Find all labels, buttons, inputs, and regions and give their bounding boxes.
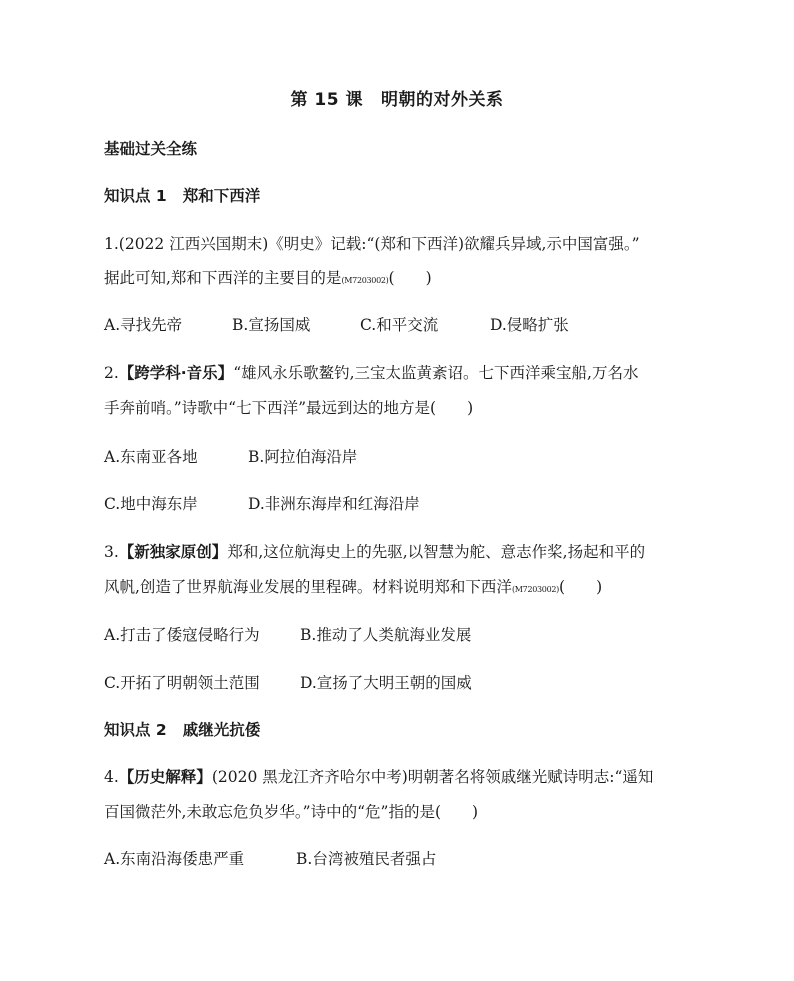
option-a[interactable]: A.寻找先帝 [104, 316, 183, 334]
knowledge-point-2 [104, 723, 260, 739]
question-2-text: “雄风永乐歌鳌钓,三宝太监黄紊诏。七下西洋乘宝船,万名水 [233, 364, 639, 382]
question-2-line-2: 手奔前哨。”诗歌中“七下西洋”最远到达的地方是( ) [104, 399, 474, 417]
option-a[interactable]: A.东南亚各地 [104, 448, 198, 466]
question-number: 3. [104, 543, 119, 561]
knowledge-point-label: 知识点 2 [104, 721, 167, 739]
option-a[interactable]: A.东南沿海倭患严重 [104, 850, 245, 868]
option-c[interactable]: C.和平交流 [360, 316, 439, 334]
question-2-line-1 [104, 366, 638, 382]
answer-blank: ( ) [559, 578, 603, 596]
question-3-text: 郑和,这位航海史上的先驱,以智慧为舵、意志作桨,扬起和平的 [227, 543, 646, 561]
option-d[interactable]: D.侵略扩张 [490, 316, 569, 334]
question-4-text: (2020 黑龙江齐齐哈尔中考)明朝著名将领戚继光赋诗明志:“遥知 [211, 768, 654, 786]
answer-blank: ( ) [388, 269, 432, 287]
knowledge-point-name: 郑和下西洋 [182, 187, 261, 205]
question-code: (M7203002) [511, 585, 560, 594]
option-a[interactable]: A.打击了倭寇侵略行为 [104, 626, 260, 644]
option-b[interactable]: B.宣扬国威 [232, 316, 311, 334]
section-heading: 基础过关全练 [104, 140, 198, 158]
question-1-text: 据此可知,郑和下西洋的主要目的是 [104, 269, 342, 287]
lesson-number: 第 15 课 [290, 90, 363, 110]
question-number: 4. [104, 768, 119, 786]
question-3-line-1 [104, 545, 645, 561]
option-c[interactable]: C.开拓了明朝领土范围 [104, 674, 260, 692]
question-3-text-cont: 风帆,创造了世界航海业发展的里程碑。材料说明郑和下西洋 [104, 578, 512, 596]
question-tag: 【新独家原创】 [118, 543, 228, 561]
knowledge-point-1 [104, 189, 260, 205]
question-number: 2. [104, 364, 119, 382]
question-4-line-2: 百国微茫外,未敢忘危负岁华。”诗中的“危”指的是( ) [104, 803, 479, 821]
option-b[interactable]: B.台湾被殖民者强占 [296, 850, 437, 868]
knowledge-point-label: 知识点 1 [104, 187, 167, 205]
option-b[interactable]: B.推动了人类航海业发展 [300, 626, 472, 644]
question-3-line-2 [104, 580, 602, 596]
lesson-topic: 明朝的对外关系 [381, 90, 504, 110]
question-1-line-1: 1.(2022 江西兴国期末)《明史》记载:“(郑和下西洋)欲耀兵异域,示中国富强。” [104, 235, 640, 253]
page-title [0, 92, 794, 109]
option-d[interactable]: D.宣扬了大明王朝的国威 [300, 674, 472, 692]
question-tag: 【跨学科·音乐】 [118, 364, 234, 382]
question-1-line-2 [104, 271, 432, 287]
option-d[interactable]: D.非洲东海岸和红海沿岸 [248, 495, 420, 513]
question-tag: 【历史解释】 [118, 768, 212, 786]
knowledge-point-name: 戚继光抗倭 [182, 721, 261, 739]
option-b[interactable]: B.阿拉伯海沿岸 [248, 448, 358, 466]
question-code: (M7203002) [341, 276, 389, 285]
question-4-line-1 [104, 770, 653, 786]
option-c[interactable]: C.地中海东岸 [104, 495, 198, 513]
